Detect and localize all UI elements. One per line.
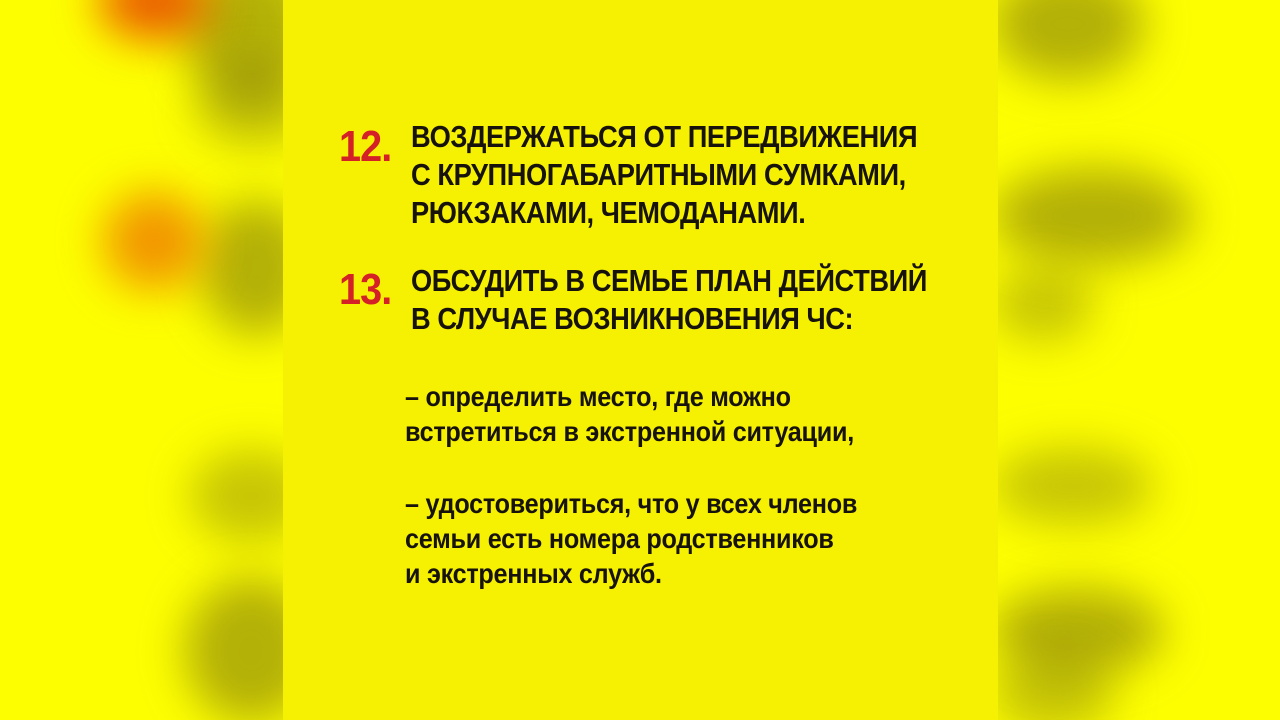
subitem-2-line-3: и экстренных служб. <box>405 558 662 589</box>
blur-blob <box>992 0 1144 80</box>
subitem-2-line-2: семьи есть номера родственников <box>405 523 834 554</box>
item-12-text <box>411 118 917 232</box>
item-12-line-3: РЮКЗАКАМИ, ЧЕМОДАНАМИ. <box>411 195 806 230</box>
blur-blob <box>992 448 1154 524</box>
poster-panel <box>283 0 998 720</box>
subitem-phone-numbers <box>405 486 857 591</box>
item-13-text <box>411 262 927 338</box>
blur-blob <box>992 168 1194 264</box>
item-12-number: 12. <box>339 122 392 171</box>
item-13-number: 13. <box>339 265 392 314</box>
blur-blob-orange <box>103 192 205 290</box>
item-12-line-1: ВОЗДЕРЖАТЬСЯ ОТ ПЕРЕДВИЖЕНИЯ <box>411 119 918 154</box>
subitem-1-line-1: – определить место, где можно <box>405 381 791 412</box>
item-13-line-1: ОБСУДИТЬ В СЕМЬЕ ПЛАН ДЕЙСТВИЙ <box>411 263 927 298</box>
subitem-2-line-1: – удостовериться, что у всех членов <box>405 488 858 519</box>
item-13-line-2: В СЛУЧАЕ ВОЗНИКНОВЕНИЯ ЧС: <box>411 301 854 336</box>
subitem-1-line-2: встретиться в экстренной ситуации, <box>405 416 854 447</box>
subitem-meeting-place <box>405 379 854 449</box>
blur-blob <box>992 268 1094 340</box>
item-12-line-2: С КРУПНОГАБАРИТНЫМИ СУМКАМИ, <box>411 157 906 192</box>
